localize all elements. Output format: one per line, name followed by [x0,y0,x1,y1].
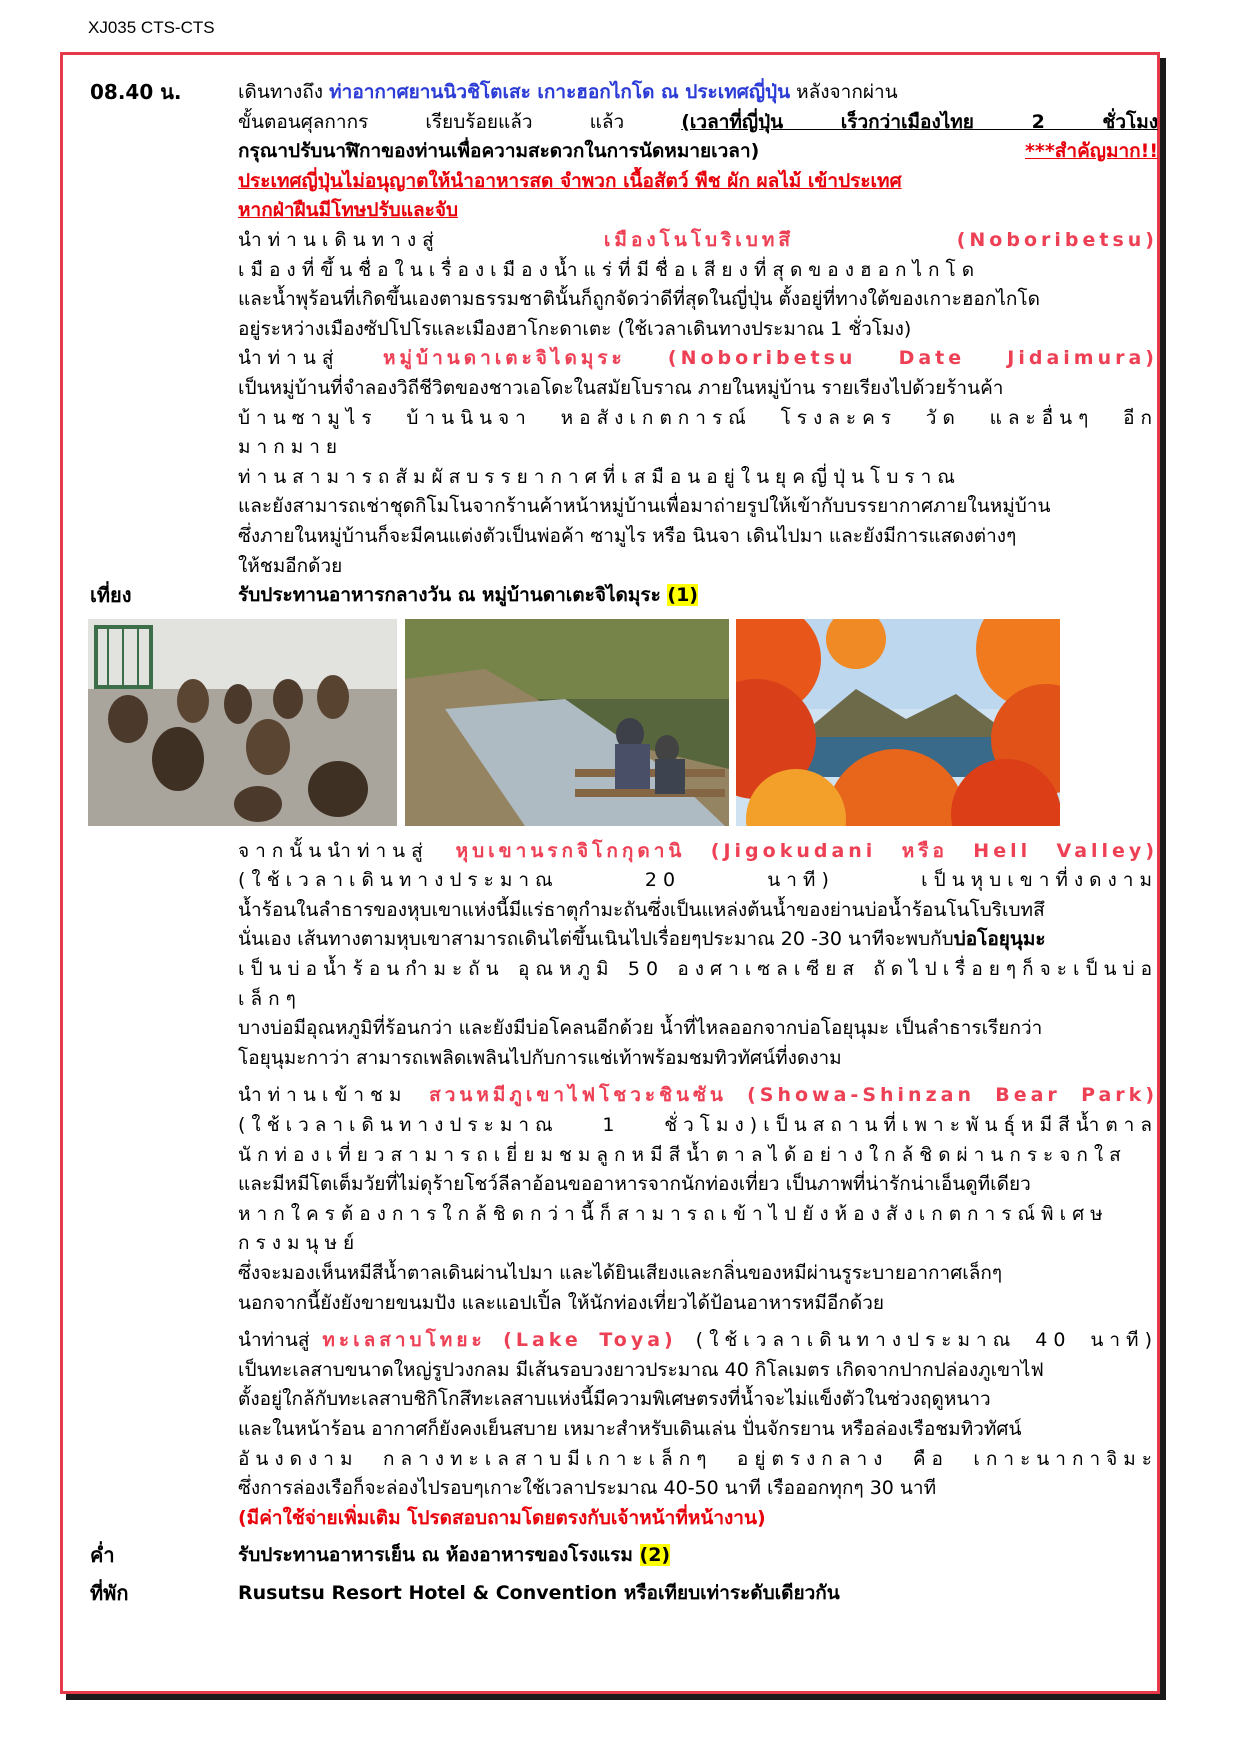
food-restriction-note: ประเทศญี่ปุ่นไม่อนุญาตให้นำอาหารสด จำพวก เนื้อสัตว์ พืช ผัก ผลไม้ เข้าประเทศ [238,169,902,192]
jigokudani-section: จากนั้นนำท่านสู่ หุบเขานรกจิโกกุดานิ (Jigokudani หรือ Hell Valley) (ใช้เวลาเดินทางประมาณ 20 นาที) เป็นหุบเขาที่งดงาม น้ำร้อนในลำธารของหุบเขาแห่งนี้มีแร่ธาตุกำมะถันซึ่งเป็นแหล่งต้นน้ำของย่านบ่อน้ำร้อนโนโบริเบทสึ นั่นเอง เส้นทางตามหุบเขาสามารถเดินไต่ขึ้นเนินไปเรื่อยๆประมาณ 20 -30 นาทีจะพบกับบ่อโอยุนุมะ เป็นบ่อน้ำร้อนกำมะถัน อุณหภูมิ 50 องศาเซลเซียส ถัดไปเรื่อยๆก็จะเป็นบ่อเล็กๆ บางบ่อมีอุณหภูมิที่ร้อนกว่า และยังมีบ่อโคลนอีกด้วย น้ำที่ไหลออกจากบ่อโอยุนุมะ เป็นลำธารเรียกว่า โอยุนุมะกาว่า สามารถเพลิดเพลินไปกับการแช่เท้าพร้อมชมทิวทัศน์ที่งดงาม [238,839,1158,1069]
oyunuma-highlight: บ่อโอยุนุมะ [953,928,1046,951]
dinner-label: ค่ำ [90,1543,115,1568]
arrival-section: 08.40 น. เดินทางถึง ท่าอากาศยานนิวชิโตเสะ เกาะฮอกไกโด ณ ประเทศญี่ปุ่น หลังจากผ่าน ขั้นตอนศุลกากร เรียบร้อยแล้ว แล้ว (เวลาที่ญี่ปุ่น เร็วกว่าเมืองไทย 2 ชั่วโมง กรุณาปรับนาฬิกาของท่านเพื่อความสะดวกในการนัดหมายเวลา) ***สำคัญมาก!! ประเทศญี่ปุ่นไม่อนุญาตให้นำอาหารสด จำพวก เนื้อสัตว์ พืช ผัก ผลไม้ เข้าประเทศ หากฝ่าฝืนมีโทษปรับและจับ [90,78,1165,226]
lunch-row: เที่ยง รับประทานอาหารกลางวัน ณ หมู่บ้านดาเตะจิไดมุระ (1) [90,581,1165,611]
noboribetsu-title: เมืองโนโบริเบทสึ (Noboribetsu) [603,228,1158,251]
noboribetsu-section: นำท่านเดินทางสู่ เมืองโนโบริเบทสึ (Noboribetsu) เมืองที่ขึ้นชื่อในเรื่องเมืองน้ำแร่ที่มีชื่อเสียงที่สุดของฮอกไกโด และน้ำพุร้อนที่เกิดขึ้นเองตามธรรมชาตินั้นก็ถูกจัดว่าดีที่สุดในญี่ปุ่น ตั้งอยู่ที่ทางใต้ของเกาะฮอกไกโด อยู่ระหว่างเมืองซัปโปโรและเมืองฮาโกะดาเตะ (ใช้เวลาเดินทางประมาณ 1 ชั่วโมง) [238,228,1158,340]
bearpark-title: สวนหมีภูเขาไฟโชวะชินซัน (Showa-Shinzan Bear Park) [429,1084,1158,1107]
penalty-note: หากฝ่าฝืนมีโทษปรับและจับ [238,199,459,222]
toya-title: ทะเลสาบโทยะ (Lake Toya) [322,1329,677,1352]
lunch-label: เที่ยง [90,583,132,608]
important-note: ***สำคัญมาก!! [1025,140,1158,163]
document-code: XJ035 CTS-CTS [88,18,215,37]
time-difference-note: (เวลาที่ญี่ปุ่น เร็วกว่าเมืองไทย 2 ชั่วโมง [681,110,1158,133]
extra-cost-note: (มีค่าใช้จ่ายเพิ่มเติม โปรดสอบถามโดยตรงกับเจ้าหน้าที่หน้างาน) [238,1506,766,1529]
jidaimura-title: หมู่บ้านดาเตะจิไดมุระ (Noboribetsu Date Jidaimura) [382,347,1158,370]
airport-name: ท่าอากาศยานนิวชิโตเสะ เกาะฮอกไกโด ณ ประเทศญี่ปุ่น [329,81,791,103]
arrival-time: 08.40 น. [90,80,182,104]
hotel-name: Rusutsu Resort Hotel & Convention [238,1581,618,1604]
itinerary-content [90,78,1165,1609]
dinner-row: ค่ำ รับประทานอาหารเย็น ณ ห้องอาหารของโรงแรม (2) [90,1541,1165,1571]
hotel-row: ที่พัก Rusutsu Resort Hotel & Convention หรือเทียบเท่าระดับเดียวกัน [90,1579,1165,1609]
toya-section: นำท่านสู่ ทะเลสาบโทยะ (Lake Toya) (ใช้เวลาเดินทางประมาณ 40 นาที) เป็นทะเลสาบขนาดใหญ่รูปวงกลม มีเส้นรอบวงยาวประมาณ 40 กิโลเมตร เกิดจากปากปล่องภูเขาไฟ ตั้งอยู่ใกล้กับทะเลสาบชิกิโกสึทะเลสาบแห่งนี้มีความพิเศษตรงที่น้ำจะไม่แข็งตัวในช่วงฤดูหนาว และในหน้าร้อน อากาศก็ยังคงเย็นสบาย เหมาะสำหรับเดินเล่น ปั่นจักรยาน หรือล่องเรือชมทิวทัศน์ อันงดงาม กลางทะเลสาบมีเกาะเล็กๆ อยู่ตรงกลาง คือ เกาะนากาจิมะ ซึ่งการล่องเรือก็จะล่องไปรอบๆเกาะใช้เวลาประมาณ 40-50 นาที เรือออกทุกๆ 30 นาที (มีค่าใช้จ่ายเพิ่มเติม โปรดสอบถามโดยตรงกับเจ้าหน้าที่หน้างาน) [90,1326,1165,1533]
jigokudani-title: หุบเขานรกจิโกกุดานิ (Jigokudani หรือ Hell Valley) [455,839,1158,862]
autumn-lake-photo [736,619,1060,826]
hotel-label: ที่พัก [90,1580,129,1605]
photo-strip [90,619,1165,829]
meal-number: (2) [639,1544,671,1567]
hot-stream-photo [405,619,729,826]
meal-number: (1) [667,584,698,607]
bears-photo [88,619,397,826]
bearpark-section: นำท่านเข้าชม สวนหมีภูเขาไฟโชวะชินซัน (Showa-Shinzan Bear Park) (ใช้เวลาเดินทางประมาณ 1 ชั่วโมง)เป็นสถานที่เพาะพันธุ์หมีสีน้ำตาล นักท่องเที่ยวสามารถเยี่ยมชมลูกหมีสีน้ำตาลได้อย่างใกล้ชิดผ่านกระจกใส และมีหมีโตเต็มวัยที่ไม่ดุร้ายโชว์ลีลาอ้อนขออาหารจากนักท่องเที่ยว เป็นภาพที่น่ารักน่าเอ็นดูทีเดียว หากใครต้องการใกล้ชิดกว่านี้ก็สามารถเข้าไปยังห้องสังเกตการณ์พิเศษ กรงมนุษย์ ซึ่งจะมองเห็นหมีสีน้ำตาลเดินผ่านไปมา และได้ยินเสียงและกลิ่นของหมีผ่านรูระบายอากาศเล็กๆ นอกจากนี้ยังยังขายขนมปัง และแอปเปิ้ล ให้นักท่องเที่ยวได้ป้อนอาหารหมีอีกด้วย [238,1084,1158,1314]
jidaimura-section: นำท่านสู่ หมู่บ้านดาเตะจิไดมุระ (Noboribetsu Date Jidaimura) เป็นหมู่บ้านที่จำลองวิถีชีวิตของชาวเอโดะในสมัยโบราณ ภายในหมู่บ้าน รายเรียงไปด้วยร้านค้า บ้านซามูไร บ้านนินจา หอสังเกตการณ์ โรงละคร วัด และอื่นๆ อีกมากมาย ท่านสามารถสัมผัสบรรยากาศที่เสมือนอยู่ในยุคญี่ปุ่นโบราณ และยังสามารถเช่าชุดกิโมโนจากร้านค้าหน้าหมู่บ้านเพื่อมาถ่ายรูปให้เข้ากับบรรยากาศภายในหมู่บ้าน ซึ่งภายในหมู่บ้านก็จะมีคนแต่งตัวเป็นพ่อค้า ซามูไร หรือ นินจา เดินไปมา และยังมีการแสดงต่างๆ ให้ชมอีกด้วย [238,347,1158,577]
